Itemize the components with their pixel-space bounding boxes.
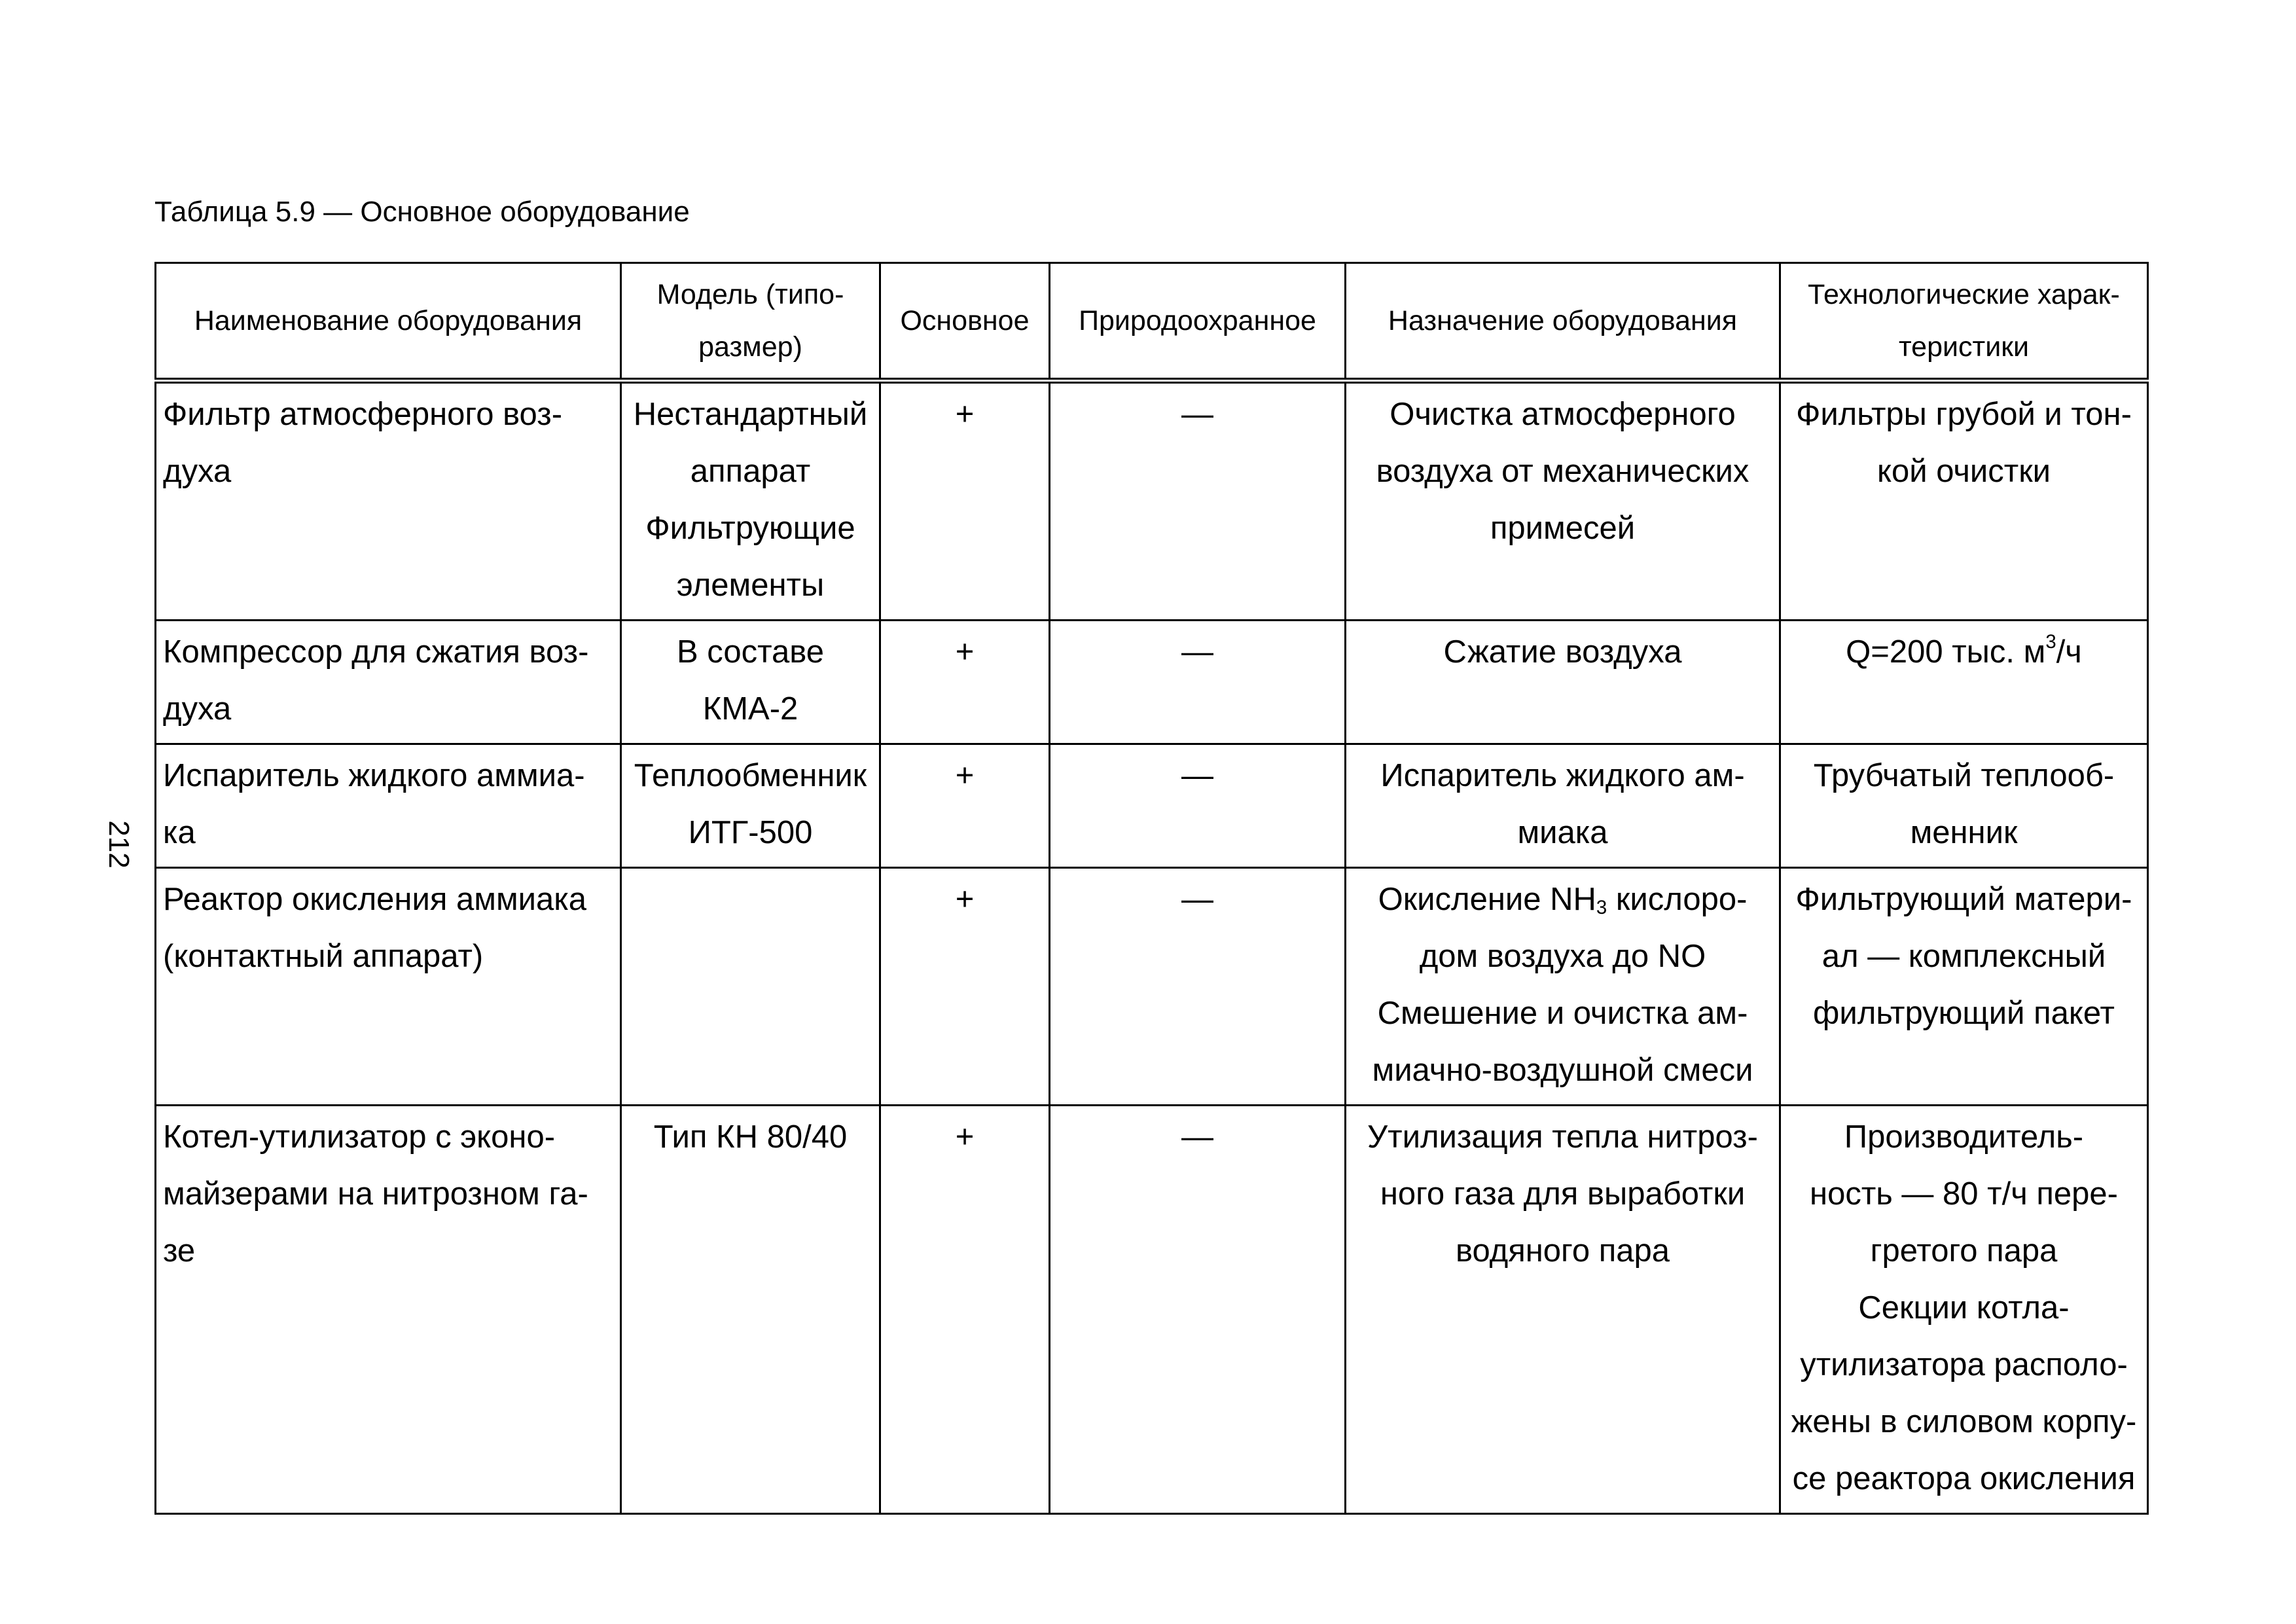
- table-row: [156, 621, 2148, 744]
- cell-purpose: Утилизация тепла нитроз- ного газа для выработки водяного пара: [1346, 1106, 1780, 1514]
- cell-eco: —: [1050, 744, 1346, 868]
- cell-eco: —: [1050, 868, 1346, 1106]
- cell-equipment-name: Испаритель жидкого аммиа- ка: [156, 744, 621, 868]
- cell-model: [621, 868, 880, 1106]
- equipment-table: [154, 262, 2149, 1515]
- header-model: Модель (типо- размер): [621, 263, 880, 381]
- cell-equipment-name: Котел-утилизатор с эконо- майзерами на нитрозном га- зе: [156, 1106, 621, 1514]
- cell-model: Нестандартный аппарат Фильтрующие элементы: [621, 381, 880, 621]
- cell-eco: —: [1050, 621, 1346, 744]
- cell-tech-characteristics: Фильтры грубой и тон- кой очистки: [1780, 381, 2148, 621]
- cell-purpose: Окисление $NH_3$ кислоро- дом воздуха до NO Смешение и очистка ам- миачно-воздушной смеси: [1346, 868, 1780, 1106]
- cell-purpose: Сжатие воздуха: [1346, 621, 1780, 744]
- header-main: Основное: [880, 263, 1050, 381]
- table-row: [156, 868, 2148, 1106]
- cell-tech-characteristics: Фильтрующий матери- ал — комплексный фильтрующий пакет: [1780, 868, 2148, 1106]
- cell-main: +: [880, 744, 1050, 868]
- cell-tech-characteristics: Q=200 тыс. $м^3/ч$: [1780, 621, 2148, 744]
- cell-eco: —: [1050, 1106, 1346, 1514]
- cell-model: Тип КН 80/40: [621, 1106, 880, 1514]
- cell-main: +: [880, 381, 1050, 621]
- cell-equipment-name: Фильтр атмосферного воз- духа: [156, 381, 621, 621]
- table-row: [156, 1106, 2148, 1514]
- cell-tech-characteristics: Производитель- ность — 80 т/ч пере- гретого пара Секции котла- утилизатора располо- жены в силовом корпу- се реактора окисления: [1780, 1106, 2148, 1514]
- page-number: 212: [103, 820, 135, 869]
- cell-main: +: [880, 868, 1050, 1106]
- cell-eco: —: [1050, 381, 1346, 621]
- table-row: [156, 744, 2148, 868]
- table-row: [156, 381, 2148, 621]
- cell-equipment-name: Реактор окисления аммиака (контактный аппарат): [156, 868, 621, 1106]
- cell-main: +: [880, 621, 1050, 744]
- table-header-row: [156, 263, 2148, 381]
- cell-equipment-name: Компрессор для сжатия воз- духа: [156, 621, 621, 744]
- header-tech-characteristics: Технологические харак- теристики: [1780, 263, 2148, 381]
- cell-model: Теплообменник ИТГ-500: [621, 744, 880, 868]
- header-equipment-name: Наименование оборудования: [156, 263, 621, 381]
- cell-tech-characteristics: Трубчатый теплооб- менник: [1780, 744, 2148, 868]
- header-purpose: Назначение оборудования: [1346, 263, 1780, 381]
- cell-purpose: Испаритель жидкого ам- миака: [1346, 744, 1780, 868]
- table-caption: Таблица 5.9 — Основное оборудование: [154, 196, 690, 228]
- cell-purpose: Очистка атмосферного воздуха от механических примесей: [1346, 381, 1780, 621]
- cell-main: +: [880, 1106, 1050, 1514]
- header-eco: Природоохранное: [1050, 263, 1346, 381]
- cell-model: В составе КМА-2: [621, 621, 880, 744]
